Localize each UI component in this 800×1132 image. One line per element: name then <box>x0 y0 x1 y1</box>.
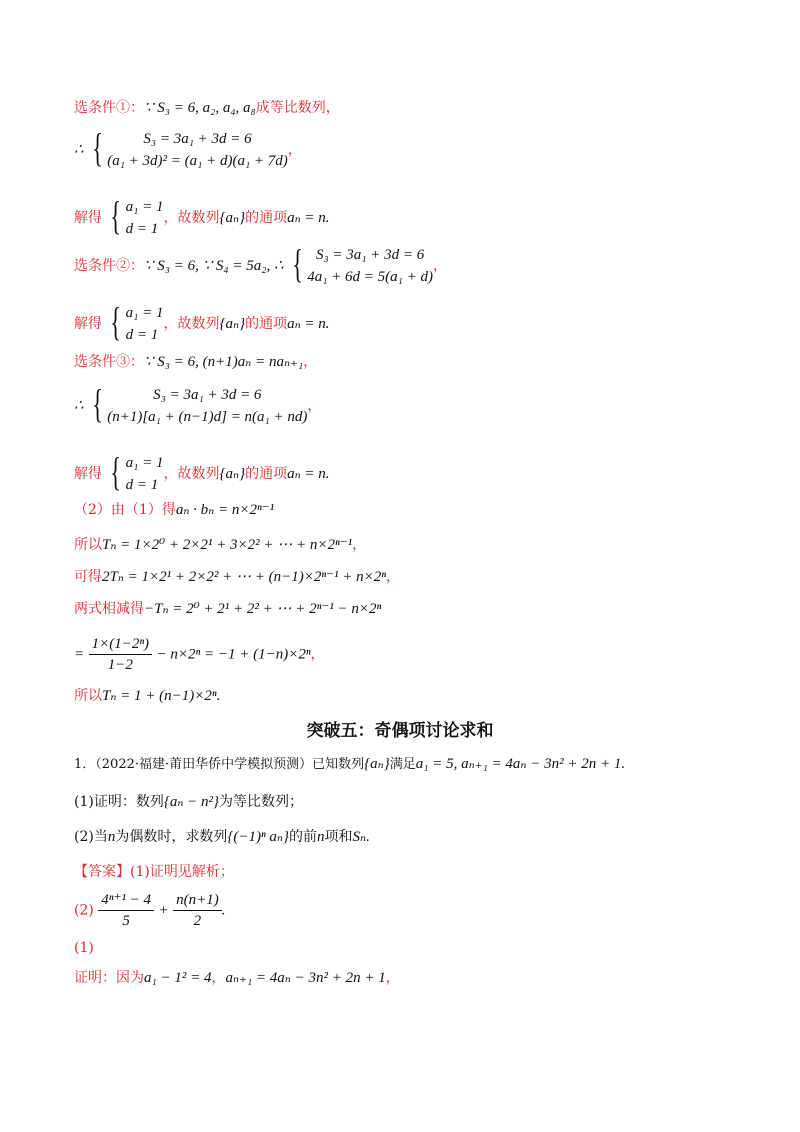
answer-fraction-2 <box>173 890 222 931</box>
question-2 <box>74 827 370 847</box>
general-term: aₙ = n <box>287 210 326 226</box>
comma: ， <box>310 646 325 663</box>
solution-tail: 的通项 <box>245 210 288 226</box>
solution-system <box>106 449 164 496</box>
result-label: 所以 <box>74 688 102 704</box>
period: . <box>221 902 226 919</box>
recurrence-formula: a₁ = 5, aₙ₊₁ = 4aₙ − 3n² + 2n + 1 <box>415 756 622 772</box>
question-2-prefix: (2)当 <box>74 829 108 845</box>
fraction-denominator: 5 <box>122 913 130 929</box>
multiply-label: 可得 <box>74 569 102 585</box>
equation-system <box>88 381 308 428</box>
comma: ， <box>432 258 447 274</box>
brace-icon: { <box>292 241 303 286</box>
equation-system <box>88 125 288 172</box>
solution-system <box>106 193 164 240</box>
solve-label: 解得 <box>74 466 102 482</box>
answer-tag: 【答案】 <box>74 864 130 880</box>
plus-sign: + <box>158 902 169 919</box>
variable-n: n <box>317 829 325 845</box>
period: . <box>325 210 330 226</box>
multiply-equation: 2Tₙ = 1×2¹ + 2×2² + ⋯ + (n−1)×2ⁿ⁻¹ + n×2ⁿ <box>102 569 386 585</box>
sequence-an: {aₙ} <box>219 466 246 482</box>
answer-line <box>74 862 234 882</box>
brace-icon: { <box>110 299 122 344</box>
solution-d: d = 1 <box>125 327 159 343</box>
sequence-an: {aₙ} <box>219 210 246 226</box>
sum-symbol: Sₙ <box>352 829 367 845</box>
condition-text: 满足 <box>389 757 416 772</box>
comma: ， <box>287 142 302 158</box>
subtract-label: 两式相减得 <box>74 601 144 617</box>
comma: ， <box>386 569 400 585</box>
problem-number: 1． <box>74 757 96 772</box>
geometric-sum-fraction <box>89 634 152 675</box>
answer-fraction-1 <box>98 890 154 931</box>
sequence-an: {aₙ} <box>219 316 246 332</box>
condition-1-system <box>74 125 302 172</box>
general-term: aₙ = n <box>287 466 326 482</box>
system-eq-2: (n+1)[a₁ + (n−1)d] = n(a₁ + nd) <box>107 409 308 425</box>
solution-system <box>106 299 164 346</box>
condition-2-line <box>74 241 447 288</box>
general-term: aₙ = n <box>287 316 326 332</box>
solution-d: d = 1 <box>125 477 159 493</box>
fraction-numerator: 1×(1−2ⁿ) <box>89 634 152 655</box>
question-1-prefix: (1)证明：数列 <box>74 794 164 810</box>
condition-3-label: 选条件③： <box>74 354 144 370</box>
condition-1-line <box>74 98 340 118</box>
part-2-line <box>74 500 274 520</box>
section-title: 突破五：奇偶项讨论求和 <box>306 721 494 741</box>
fraction-line <box>74 634 325 675</box>
equals-sign: = <box>74 646 85 663</box>
solution-line-2 <box>74 299 330 346</box>
solve-label: 解得 <box>74 210 102 226</box>
fraction-denominator: 1−2 <box>107 657 133 673</box>
condition-1-label: 选条件①： <box>74 100 144 116</box>
solution-tail: 的通项 <box>245 316 288 332</box>
condition-3-math: ∵ S₃ = 6, (n+1)aₙ = naₙ₊₁ <box>144 354 304 370</box>
solution-a1: a₁ = 1 <box>125 305 164 321</box>
fraction-denominator: 2 <box>193 913 202 929</box>
solution-a1: a₁ = 1 <box>125 199 164 215</box>
period: . <box>366 829 370 845</box>
therefore-symbol: ∴ <box>74 398 84 414</box>
system-eq-1: S₃ = 3a₁ + 3d = 6 <box>143 131 252 147</box>
comma: ， <box>307 398 322 414</box>
problem-source: （2022·福建·莆田华侨中学模拟预测）已知数列 <box>95 757 365 772</box>
fraction-numerator: 4ⁿ⁺¹ − 4 <box>98 890 154 911</box>
question-2-sequence: {(−1)ⁿ aₙ} <box>227 829 290 845</box>
subtract-line <box>74 599 381 619</box>
result-equation: Tₙ = 1 + (n−1)×2ⁿ <box>102 688 217 704</box>
solve-label: 解得 <box>74 316 102 332</box>
equation-system <box>288 241 433 288</box>
sequence-an: {aₙ} <box>364 756 390 772</box>
sum-equation: Tₙ = 1×2⁰ + 2×2¹ + 3×2² + ⋯ + n×2ⁿ⁻¹ <box>102 537 353 553</box>
proof-prefix: 证明：因为 <box>74 970 144 986</box>
sum-line <box>74 535 366 555</box>
subtract-equation: −Tₙ = 2⁰ + 2¹ + 2² + ⋯ + 2ⁿ⁻¹ − n×2ⁿ <box>144 601 382 617</box>
problem-line <box>74 754 625 775</box>
system-eq-1: S₃ = 3a₁ + 3d = 6 <box>153 387 262 403</box>
comma: ， <box>385 970 400 986</box>
answer-part-2 <box>74 890 225 931</box>
condition-2-label: 选条件②： <box>74 258 144 274</box>
answer-part-1: (1)证明见解析； <box>130 864 234 880</box>
condition-1-tail: 成等比数列， <box>255 100 340 116</box>
system-eq-2: (a₁ + 3d)² = (a₁ + d)(a₁ + 7d) <box>107 153 288 169</box>
period: . <box>325 466 330 482</box>
solution-mid: ，故数列 <box>163 210 220 226</box>
comma: ， <box>303 354 318 370</box>
system-eq-2: 4a₁ + 6d = 5(a₁ + d) <box>307 269 433 285</box>
system-eq-1: S₃ = 3a₁ + 3d = 6 <box>315 247 425 263</box>
brace-icon: { <box>92 381 103 426</box>
fraction-numerator: n(n+1) <box>173 890 222 911</box>
period: . <box>325 316 330 332</box>
question-1-suffix: 为等比数列； <box>219 794 304 810</box>
question-1 <box>74 792 303 812</box>
therefore-symbol: ∴ <box>74 142 84 158</box>
fraction-result: − n×2ⁿ = −1 + (1−n)×2ⁿ <box>156 646 311 663</box>
solution-line-1 <box>74 193 330 240</box>
condition-3-system <box>74 381 322 428</box>
solution-tail: 的通项 <box>245 466 288 482</box>
proof-equation-1: a₁ − 1² = 4 <box>144 970 212 986</box>
period: . <box>621 756 626 772</box>
condition-1-math: ∵ S₃ = 6, a₂, a₄, a₈ <box>144 100 256 116</box>
part-2-equation: aₙ · bₙ = n×2ⁿ⁻¹ <box>175 502 275 518</box>
solution-part-1-label: (1) <box>74 940 94 956</box>
question-2-mid2: 的前 <box>289 829 318 845</box>
comma: ， <box>352 537 367 553</box>
sum-label: 所以 <box>74 537 102 553</box>
brace-icon: { <box>92 125 103 170</box>
answer-part-2-label: (2) <box>74 902 94 919</box>
proof-equation-2: aₙ₊₁ = 4aₙ − 3n² + 2n + 1 <box>225 970 386 986</box>
solution-a1: a₁ = 1 <box>125 455 164 471</box>
variable-n: n <box>107 829 116 845</box>
period: . <box>216 688 221 704</box>
part-2-label: （2）由（1）得 <box>74 502 176 518</box>
question-1-sequence: {aₙ − n²} <box>163 794 220 810</box>
solution-line-3 <box>74 449 330 496</box>
proof-line <box>74 968 400 988</box>
comma: ， <box>211 970 226 986</box>
solution-mid: ，故数列 <box>163 316 220 332</box>
brace-icon: { <box>110 193 122 238</box>
brace-icon: { <box>110 449 122 494</box>
question-2-mid: 为偶数时，求数列 <box>115 829 228 845</box>
multiply-line <box>74 567 400 587</box>
question-2-suffix: 项和 <box>324 829 353 845</box>
solution-d: d = 1 <box>125 221 159 237</box>
result-line <box>74 686 220 706</box>
solution-mid: ，故数列 <box>163 466 220 482</box>
condition-2-math: ∵ S₃ = 6, ∵ S₄ = 5a₂, ∴ <box>144 258 284 274</box>
condition-3-line <box>74 352 317 372</box>
